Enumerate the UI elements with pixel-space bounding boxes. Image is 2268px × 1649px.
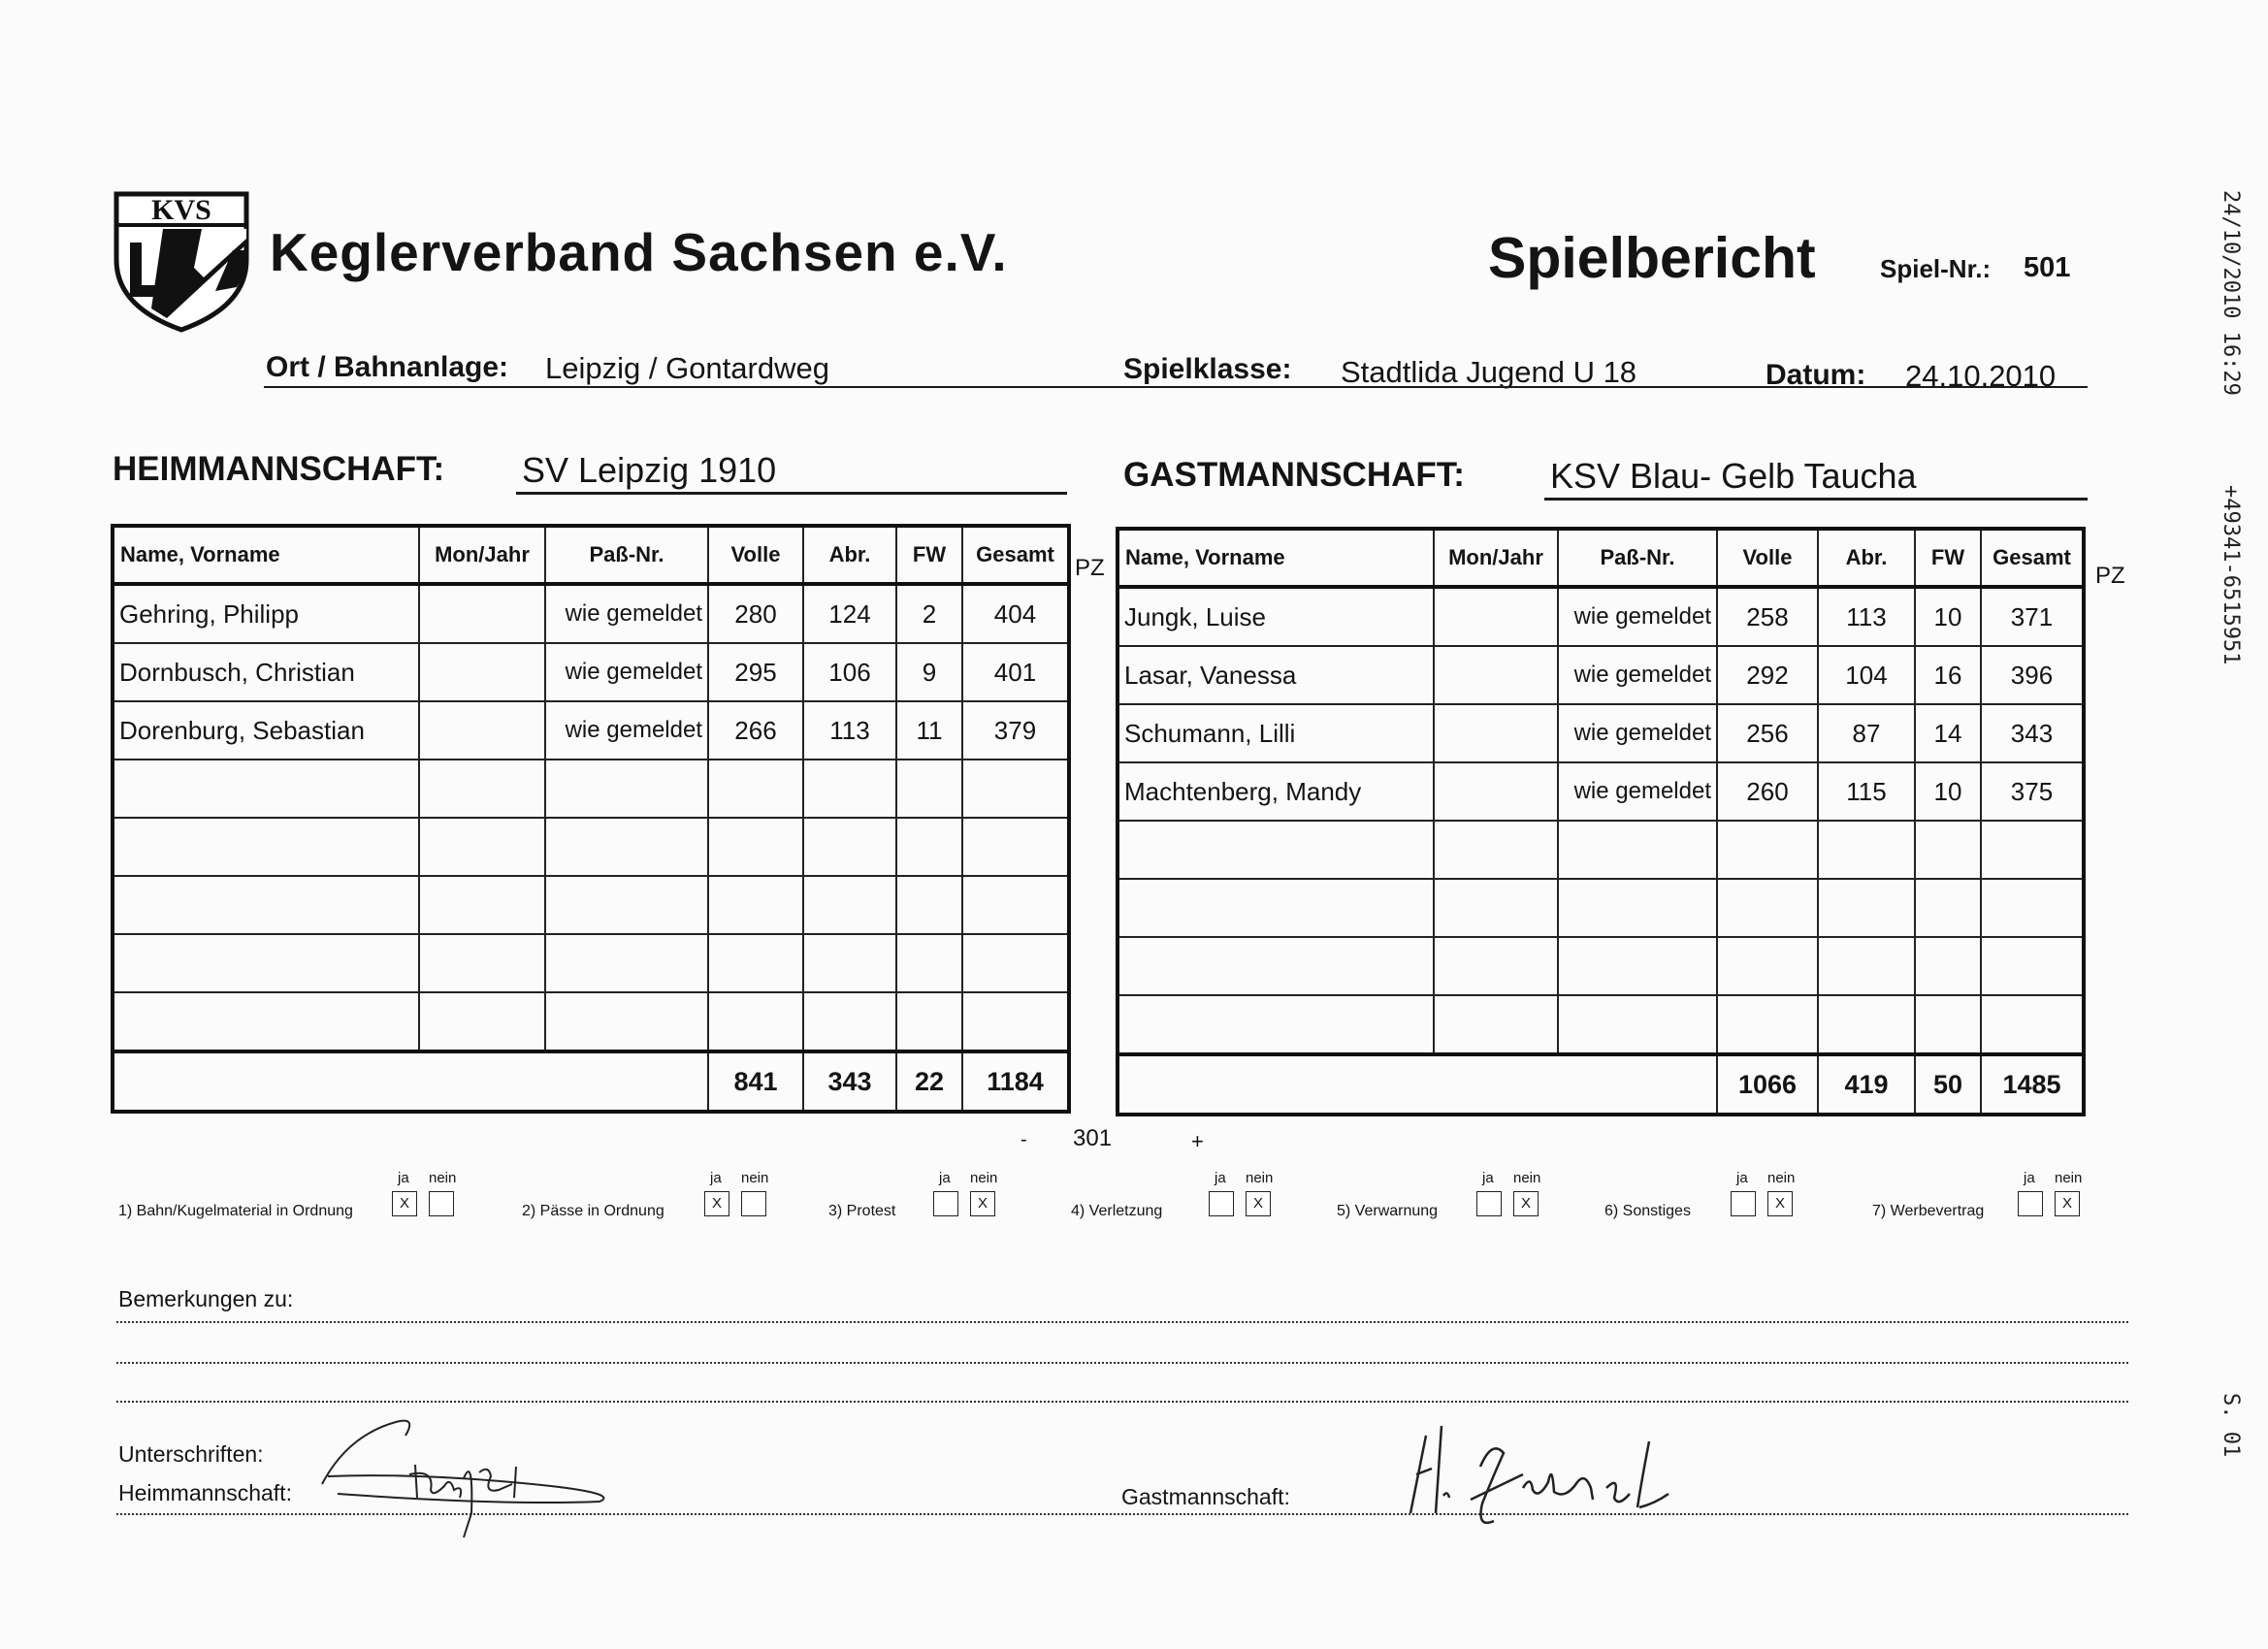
cell-name <box>1118 995 1434 1054</box>
ja-label: ja <box>1215 1170 1226 1186</box>
cell-pass: wie gemeldet <box>545 701 708 760</box>
table-row <box>113 876 1069 934</box>
ja-checkbox[interactable] <box>2018 1191 2043 1216</box>
cell-monjahr <box>1434 821 1558 879</box>
cell-volle: 266 <box>708 701 803 760</box>
remarks-label: Bemerkungen zu: <box>118 1286 294 1311</box>
cell-abr <box>1818 937 1915 995</box>
fax-phone: +49341-6515951 <box>2219 485 2243 665</box>
table-row <box>113 701 1069 760</box>
column-header: Paß-Nr. <box>545 526 708 584</box>
cell-monjahr <box>419 818 545 876</box>
cell-name <box>113 818 419 876</box>
cell-name: Dornbusch, Christian <box>113 643 419 701</box>
check-label: 1) Bahn/Kugelmaterial in Ordnung <box>118 1203 353 1219</box>
ja-label: ja <box>710 1170 722 1186</box>
table-header-row <box>1118 529 2084 587</box>
nein-checkbox[interactable]: X <box>1513 1191 1539 1216</box>
difference-minus: - <box>1021 1129 1027 1150</box>
cell-fw <box>1915 879 1981 937</box>
cell-abr <box>1818 879 1915 937</box>
cell-gesamt <box>962 760 1069 818</box>
home-pz-label: PZ <box>1075 555 1105 581</box>
datum-value: 24.10.2010 <box>1905 359 2057 393</box>
totals-spacer <box>113 1051 708 1112</box>
cell-pass: wie gemeldet <box>1558 704 1717 762</box>
spiel-nr-value: 501 <box>2024 252 2071 283</box>
cell-name <box>1118 879 1434 937</box>
cell-monjahr <box>419 701 545 760</box>
nein-checkbox[interactable]: X <box>970 1191 995 1216</box>
table-row <box>1118 995 2084 1054</box>
totals-row <box>1118 1054 2084 1115</box>
difference-plus: + <box>1191 1129 1204 1153</box>
check-label: 7) Werbevertrag <box>1872 1203 1985 1219</box>
nein-label: nein <box>1246 1170 1274 1186</box>
cell-gesamt: 401 <box>962 643 1069 701</box>
table-row <box>113 818 1069 876</box>
table-row <box>113 934 1069 992</box>
nein-checkbox[interactable]: X <box>2055 1191 2080 1216</box>
cell-pass <box>1558 995 1717 1054</box>
cell-name: Gehring, Philipp <box>113 584 419 643</box>
cell-fw <box>896 760 962 818</box>
remarks-line <box>116 1321 2128 1323</box>
table-row <box>1118 821 2084 879</box>
cell-volle <box>708 934 803 992</box>
ja-checkbox[interactable] <box>1209 1191 1234 1216</box>
cell-abr: 104 <box>1818 646 1915 704</box>
table-row <box>1118 879 2084 937</box>
ort-value: Leipzig / Gontardweg <box>545 351 829 385</box>
cell-volle: 260 <box>1717 762 1818 821</box>
cell-gesamt <box>1981 995 2084 1054</box>
cell-abr: 87 <box>1818 704 1915 762</box>
table-row <box>1118 646 2084 704</box>
totals-row <box>113 1051 1069 1112</box>
guest-signature-label: Gastmannschaft: <box>1121 1484 1290 1509</box>
cell-pass: wie gemeldet <box>1558 762 1717 821</box>
table-row <box>113 584 1069 643</box>
guest-score-body <box>1118 529 2084 1115</box>
column-header: Paß-Nr. <box>1558 529 1717 587</box>
total-gesamt: 1184 <box>962 1051 1069 1112</box>
cell-name: Lasar, Vanessa <box>1118 646 1434 704</box>
cell-volle <box>708 818 803 876</box>
table-row <box>113 643 1069 701</box>
cell-fw: 11 <box>896 701 962 760</box>
cell-pass <box>545 934 708 992</box>
cell-name <box>113 992 419 1051</box>
cell-gesamt: 375 <box>1981 762 2084 821</box>
cell-gesamt <box>1981 821 2084 879</box>
cell-monjahr <box>1434 704 1558 762</box>
column-header: Volle <box>1717 529 1818 587</box>
cell-gesamt <box>962 876 1069 934</box>
cell-name <box>113 876 419 934</box>
column-header: Volle <box>708 526 803 584</box>
table-row <box>1118 587 2084 646</box>
cell-pass <box>1558 879 1717 937</box>
cell-monjahr <box>1434 995 1558 1054</box>
ja-checkbox[interactable]: X <box>392 1191 417 1216</box>
cell-fw <box>896 934 962 992</box>
fax-page: S. 01 <box>2219 1393 2243 1458</box>
cell-pass <box>1558 937 1717 995</box>
column-header: Mon/Jahr <box>419 526 545 584</box>
fax-datetime: 24/10/2010 16:29 <box>2219 190 2243 396</box>
totals-spacer <box>1118 1054 1717 1115</box>
ja-label: ja <box>1482 1170 1494 1186</box>
total-abr: 419 <box>1818 1054 1915 1115</box>
cell-monjahr <box>1434 879 1558 937</box>
kvs-shield-logo <box>109 182 254 334</box>
cell-abr: 115 <box>1818 762 1915 821</box>
check-label: 6) Sonstiges <box>1604 1203 1691 1219</box>
column-header: Mon/Jahr <box>1434 529 1558 587</box>
cell-volle <box>1717 879 1818 937</box>
cell-gesamt: 404 <box>962 584 1069 643</box>
cell-fw <box>1915 937 1981 995</box>
cell-name: Machtenberg, Mandy <box>1118 762 1434 821</box>
table-row <box>1118 704 2084 762</box>
column-header: Gesamt <box>962 526 1069 584</box>
cell-fw: 2 <box>896 584 962 643</box>
ja-checkbox[interactable] <box>1731 1191 1756 1216</box>
guest-team-rule <box>1544 498 2088 501</box>
cell-abr <box>803 992 896 1051</box>
cell-monjahr <box>419 876 545 934</box>
cell-volle: 280 <box>708 584 803 643</box>
cell-pass <box>545 876 708 934</box>
cell-volle: 258 <box>1717 587 1818 646</box>
cell-volle: 292 <box>1717 646 1818 704</box>
cell-monjahr <box>419 760 545 818</box>
total-volle: 1066 <box>1717 1054 1818 1115</box>
check-label: 2) Pässe in Ordnung <box>522 1203 664 1219</box>
cell-name <box>1118 821 1434 879</box>
home-team-label: HEIMMANNSCHAFT: <box>113 450 445 488</box>
cell-gesamt: 379 <box>962 701 1069 760</box>
nein-label: nein <box>2055 1170 2083 1186</box>
check-label: 5) Verwarnung <box>1337 1203 1439 1219</box>
cell-monjahr <box>1434 937 1558 995</box>
cell-pass <box>1558 821 1717 879</box>
nein-checkbox[interactable]: X <box>1767 1191 1793 1216</box>
ja-checkbox[interactable] <box>1476 1191 1502 1216</box>
cell-pass: wie gemeldet <box>1558 587 1717 646</box>
nein-label: nein <box>429 1170 457 1186</box>
column-header: Abr. <box>803 526 896 584</box>
ja-checkbox[interactable]: X <box>704 1191 729 1216</box>
ja-label: ja <box>1736 1170 1748 1186</box>
check-item <box>118 1170 460 1228</box>
signatures-label: Unterschriften: <box>118 1441 264 1467</box>
total-abr: 343 <box>803 1051 896 1112</box>
cell-pass <box>545 818 708 876</box>
nein-label: nein <box>970 1170 998 1186</box>
table-row <box>1118 762 2084 821</box>
cell-gesamt: 396 <box>1981 646 2084 704</box>
cell-name <box>1118 937 1434 995</box>
ja-label: ja <box>398 1170 409 1186</box>
table-row <box>1118 937 2084 995</box>
check-item <box>522 1170 772 1228</box>
cell-volle: 256 <box>1717 704 1818 762</box>
column-header: FW <box>1915 529 1981 587</box>
table-row <box>113 760 1069 818</box>
home-signature-label: Heimmannschaft: <box>118 1480 292 1505</box>
cell-name: Dorenburg, Sebastian <box>113 701 419 760</box>
cell-volle: 295 <box>708 643 803 701</box>
ja-label: ja <box>939 1170 951 1186</box>
spielklasse-label: Spielklasse: <box>1123 353 1292 385</box>
cell-gesamt <box>1981 879 2084 937</box>
nein-checkbox[interactable]: X <box>1246 1191 1271 1216</box>
cell-abr <box>803 876 896 934</box>
ort-label: Ort / Bahnanlage: <box>266 351 509 383</box>
table-row <box>113 992 1069 1051</box>
cell-fw: 14 <box>1915 704 1981 762</box>
cell-pass <box>545 992 708 1051</box>
cell-abr: 113 <box>1818 587 1915 646</box>
home-signature <box>308 1397 638 1542</box>
check-label: 4) Verletzung <box>1071 1203 1163 1219</box>
home-score-body <box>113 526 1069 1112</box>
cell-gesamt <box>962 818 1069 876</box>
datum-label: Datum: <box>1766 359 1866 391</box>
cell-pass <box>545 760 708 818</box>
total-fw: 22 <box>896 1051 962 1112</box>
nein-label: nein <box>1767 1170 1796 1186</box>
check-label: 3) Protest <box>828 1203 896 1219</box>
home-team-name: SV Leipzig 1910 <box>522 450 777 490</box>
guest-team-name: KSV Blau- Gelb Taucha <box>1550 456 1917 496</box>
cell-fw <box>1915 821 1981 879</box>
cell-volle <box>1717 821 1818 879</box>
cell-monjahr <box>419 643 545 701</box>
cell-gesamt <box>962 934 1069 992</box>
cell-volle <box>708 992 803 1051</box>
check-item <box>1604 1170 1798 1228</box>
cell-fw <box>1915 995 1981 1054</box>
remarks-line <box>116 1362 2128 1364</box>
total-volle: 841 <box>708 1051 803 1112</box>
cell-fw: 16 <box>1915 646 1981 704</box>
cell-pass: wie gemeldet <box>545 584 708 643</box>
table-header-row <box>113 526 1069 584</box>
cell-volle <box>1717 937 1818 995</box>
organization-name: Keglerverband Sachsen e.V. <box>270 222 1008 282</box>
cell-name: Jungk, Luise <box>1118 587 1434 646</box>
column-header: FW <box>896 526 962 584</box>
column-header: Abr. <box>1818 529 1915 587</box>
guest-team-label: GASTMANNSCHAFT: <box>1123 456 1465 494</box>
column-header: Name, Vorname <box>113 526 419 584</box>
nein-checkbox[interactable] <box>429 1191 454 1216</box>
cell-monjahr <box>1434 646 1558 704</box>
cell-fw: 10 <box>1915 762 1981 821</box>
cell-volle <box>708 876 803 934</box>
cell-name: Schumann, Lilli <box>1118 704 1434 762</box>
ja-label: ja <box>2024 1170 2035 1186</box>
cell-abr <box>803 934 896 992</box>
spielklasse-value: Stadtlida Jugend U 18 <box>1341 355 1637 389</box>
cell-abr: 124 <box>803 584 896 643</box>
cell-name <box>113 934 419 992</box>
total-gesamt: 1485 <box>1981 1054 2084 1115</box>
cell-fw: 9 <box>896 643 962 701</box>
difference-value: 301 <box>1073 1125 1113 1151</box>
check-item <box>1071 1170 1277 1228</box>
home-score-table <box>111 524 1071 1114</box>
cell-gesamt <box>1981 937 2084 995</box>
cell-fw <box>896 876 962 934</box>
cell-abr: 113 <box>803 701 896 760</box>
home-team-rule <box>516 492 1067 495</box>
cell-abr <box>1818 821 1915 879</box>
cell-fw <box>896 818 962 876</box>
cell-abr: 106 <box>803 643 896 701</box>
cell-monjahr <box>419 992 545 1051</box>
cell-monjahr <box>1434 587 1558 646</box>
cell-abr <box>1818 995 1915 1054</box>
total-fw: 50 <box>1915 1054 1981 1115</box>
cell-volle <box>708 760 803 818</box>
column-header: Gesamt <box>1981 529 2084 587</box>
document-title: Spielbericht <box>1488 226 1816 290</box>
guest-pz-label: PZ <box>2095 563 2125 589</box>
spiel-nr-label: Spiel-Nr.: <box>1880 254 1992 283</box>
cell-gesamt: 371 <box>1981 587 2084 646</box>
guest-signature <box>1387 1406 1707 1542</box>
check-item <box>1872 1170 2086 1228</box>
cell-fw: 10 <box>1915 587 1981 646</box>
cell-name <box>113 760 419 818</box>
logo-text: KVS <box>151 194 211 226</box>
column-header: Name, Vorname <box>1118 529 1434 587</box>
cell-pass: wie gemeldet <box>545 643 708 701</box>
cell-monjahr <box>419 934 545 992</box>
nein-label: nein <box>1513 1170 1541 1186</box>
nein-label: nein <box>741 1170 769 1186</box>
ja-checkbox[interactable] <box>933 1191 958 1216</box>
header-rule <box>264 386 2088 388</box>
cell-abr <box>803 818 896 876</box>
cell-pass: wie gemeldet <box>1558 646 1717 704</box>
guest-score-table <box>1116 527 2086 1116</box>
cell-abr <box>803 760 896 818</box>
cell-fw <box>896 992 962 1051</box>
check-item <box>1337 1170 1544 1228</box>
cell-monjahr <box>419 584 545 643</box>
cell-gesamt: 343 <box>1981 704 2084 762</box>
nein-checkbox[interactable] <box>741 1191 766 1216</box>
cell-monjahr <box>1434 762 1558 821</box>
cell-volle <box>1717 995 1818 1054</box>
cell-gesamt <box>962 992 1069 1051</box>
check-item <box>828 1170 1001 1228</box>
